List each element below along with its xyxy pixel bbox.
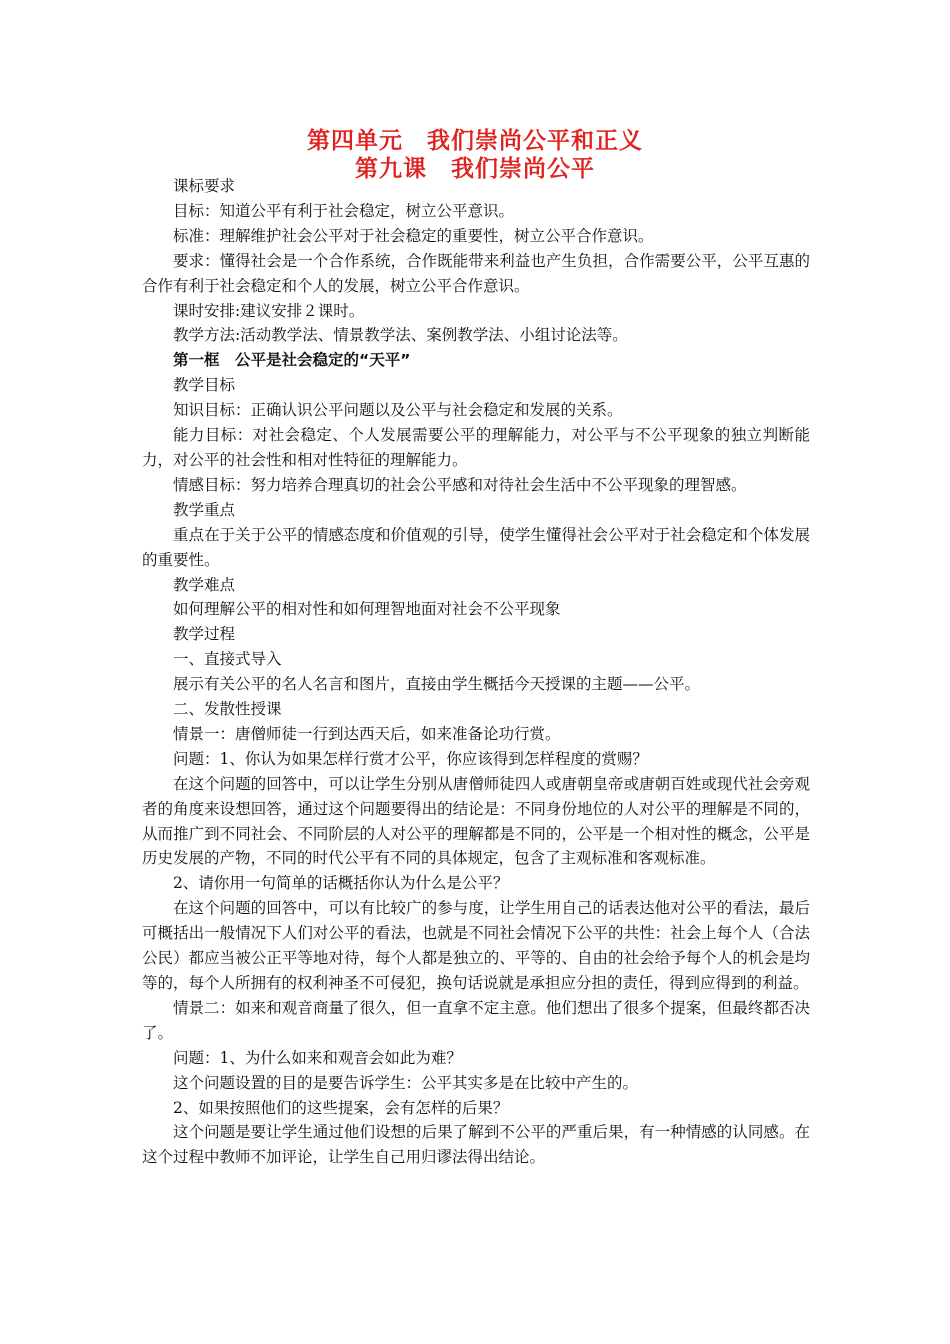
paragraph: 课时安排:建议安排２课时。 bbox=[173, 301, 365, 320]
paragraph: 2、如果按照他们的这些提案，会有怎样的后果？ bbox=[173, 1098, 509, 1117]
paragraph: 重点在于关于公平的情感态度和价值观的引导，使学生懂得社会公平对于社会稳定和个体发展的重要性。 bbox=[142, 525, 810, 569]
paragraph: 课标要求 bbox=[173, 177, 236, 195]
document-body bbox=[142, 174, 810, 1170]
paragraph: 这个问题是要让学生通过他们设想的后果了解到不公平的严重后果，有一种情感的认同感。在这个过程中教师不加评论，让学生自己用归谬法得出结论。 bbox=[142, 1123, 810, 1167]
paragraph: 如何理解公平的相对性和如何理智地面对社会不公平现象 bbox=[173, 600, 561, 619]
unit-title: 第四单元 我们崇尚公平和正义 bbox=[307, 128, 643, 154]
paragraph: 问题：1、为什么如来和观音会如此为难？ bbox=[173, 1048, 462, 1067]
paragraph: 教学目标 bbox=[173, 376, 236, 395]
paragraph: 展示有关公平的名人名言和图片，直接由学生概括今天授课的主题——公平。 bbox=[173, 675, 701, 694]
paragraph: 标准：理解维护社会公平对于社会稳定的重要性，树立公平合作意识。 bbox=[173, 226, 654, 245]
paragraph: 二、发散性授课 bbox=[173, 700, 282, 719]
paragraph: 一、直接式导入 bbox=[173, 650, 282, 669]
paragraph: 教学过程 bbox=[173, 625, 236, 644]
paragraph: 教学方法:活动教学法、情景教学法、案例教学法、小组讨论法等。 bbox=[173, 326, 628, 345]
paragraph: 这个问题设置的目的是要告诉学生：公平其实多是在比较中产生的。 bbox=[173, 1073, 639, 1092]
paragraph: 能力目标：对社会稳定、个人发展需要公平的理解能力，对公平与不公平现象的独立判断能力，对公平的社会性和相对性特征的理解能力。 bbox=[142, 426, 810, 469]
paragraph: 情感目标：努力培养合理真切的社会公平感和对待社会生活中不公平现象的理智感。 bbox=[173, 475, 747, 494]
paragraph: 要求：懂得社会是一个合作系统，合作既能带来利益也产生负担，合作需要公平，公平互惠的合作有利于社会稳定和个人的发展，树立公平合作意识。 bbox=[142, 251, 810, 295]
paragraph: 问题：1、你认为如果怎样行赏才公平，你应该得到怎样程度的赏赐？ bbox=[173, 749, 648, 768]
paragraph: 教学重点 bbox=[173, 500, 236, 519]
paragraph: 知识目标：正确认识公平问题以及公平与社会稳定和发展的关系。 bbox=[173, 401, 623, 420]
paragraph: 情景二：如来和观音商量了很久，但一直拿不定主意。他们想出了很多个提案，但最终都否决了。 bbox=[142, 998, 810, 1042]
paragraph: 情景一：唐僧师徒一行到达西天后，如来准备论功行赏。 bbox=[173, 724, 561, 743]
paragraph: 教学难点 bbox=[173, 575, 236, 594]
paragraph: 2、请你用一句简单的话概括你认为什么是公平？ bbox=[173, 874, 509, 893]
paragraph: 目标：知道公平有利于社会稳定，树立公平意识。 bbox=[173, 201, 515, 220]
paragraph: 在这个问题的回答中，可以有比较广的参与度，让学生用自己的话表达他对公平的看法，最后可概括出一般情况下人们对公平的看法，也就是不同社会情况下公平的共性：社会上每个人（合法公民）都应当被公正平等地对待，每个人都是独立的、平等的、自由的社会给予每个人的机会是均等的，每个人所拥有的权利神圣不可侵犯，换句话说就是承担应分担的责任，得到应得到的利益。 bbox=[142, 899, 810, 992]
section-heading: 第一框 公平是社会稳定的“天平” bbox=[173, 351, 411, 370]
paragraph: 在这个问题的回答中，可以让学生分别从唐僧师徒四人或唐朝皇帝或唐朝百姓或现代社会旁观者的角度来设想回答，通过这个问题要得出的结论是：不同身份地位的人对公平的理解是不同的，从而推广到不同社会、不同阶层的人对公平的理解都是不同的，公平是一个相对性的概念，公平是历史发展的产物，不同的时代公平有不同的具体规定，包含了主观标准和客观标准。 bbox=[142, 774, 810, 868]
lesson-title: 第九课 我们崇尚公平 bbox=[355, 156, 595, 182]
